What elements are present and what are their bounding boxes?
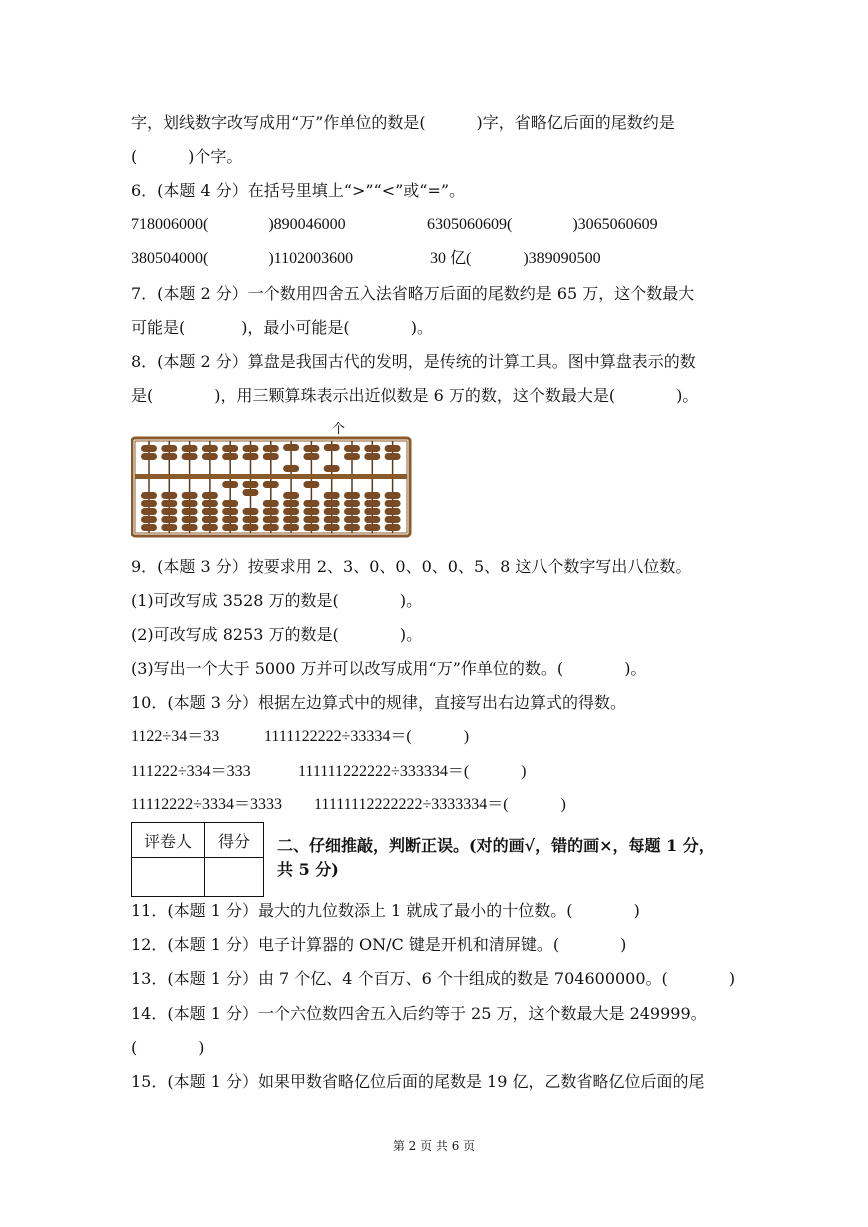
abacus-bead [263, 524, 279, 531]
abacus-bead [344, 500, 360, 507]
abacus-bead [324, 516, 340, 523]
abacus-bead [222, 508, 238, 515]
abacus-bead [141, 516, 157, 523]
abacus-bead [161, 445, 177, 452]
q10-row2-right: 111111222222÷333334＝( ) [298, 763, 527, 780]
abacus-bead [303, 500, 319, 507]
abacus-bead [141, 492, 157, 499]
abacus-bead [161, 524, 177, 531]
abacus-bead [344, 524, 360, 531]
q6-item-d: 30 亿( )389090500 [430, 250, 601, 267]
abacus-figure [131, 418, 413, 538]
abacus-bead [222, 500, 238, 507]
abacus-bead [141, 445, 157, 452]
q6-item-b: 6305060609( )3065060609 [427, 216, 658, 233]
abacus-bead [303, 481, 319, 488]
q14-line1: 14．(本题 1 分）一个六位数四舍五入后约等于 25 万，这个数最大是 249999。 [131, 1004, 707, 1023]
q10-stem: 10．(本题 3 分）根据左边算式中的规律，直接写出右边算式的得数。 [131, 693, 626, 712]
abacus-bead [344, 492, 360, 499]
q12: 12．(本题 1 分）电子计算器的 ON/C 键是开机和清屏键。( ) [131, 935, 627, 954]
abacus-bead [283, 508, 299, 515]
q6-item-a: 718006000( )890046000 [131, 216, 346, 233]
abacus-bead [263, 516, 279, 523]
abacus-bead [385, 492, 401, 499]
q13: 13．(本题 1 分）由 7 个亿、4 个百万、6 个十组成的数是 704600000。( ) [131, 969, 736, 988]
abacus-bead [141, 500, 157, 507]
abacus-bead [385, 445, 401, 452]
q9-part2: (2)可改写成 8253 万的数是( )。 [131, 625, 423, 644]
abacus-bead [303, 445, 319, 452]
abacus-bead [202, 445, 218, 452]
abacus-bead [303, 524, 319, 531]
q7-line2: 可能是( )，最小可能是( )。 [131, 318, 433, 337]
abacus-bead [303, 453, 319, 460]
abacus-bead [202, 508, 218, 515]
abacus-bead [202, 453, 218, 460]
abacus-bead [182, 500, 198, 507]
abacus-bead [283, 524, 299, 531]
abacus-bead [364, 508, 380, 515]
abacus-bead [243, 489, 259, 496]
abacus-bead [324, 508, 340, 515]
abacus-bead [283, 465, 299, 472]
abacus-bead [303, 516, 319, 523]
abacus-bead [202, 516, 218, 523]
q10-row3-right: 11111112222222÷3333334＝( ) [314, 796, 566, 813]
abacus-bead [202, 524, 218, 531]
abacus-bead [364, 492, 380, 499]
abacus-bead [161, 508, 177, 515]
abacus-bead [202, 492, 218, 499]
abacus-bead [161, 453, 177, 460]
abacus-bead [344, 445, 360, 452]
abacus-label: 个 [332, 422, 346, 437]
abacus-bead [364, 500, 380, 507]
abacus-bead [324, 500, 340, 507]
abacus-bead [263, 481, 279, 488]
abacus-bead [263, 453, 279, 460]
abacus-bead [161, 516, 177, 523]
abacus-bead [324, 524, 340, 531]
abacus-bead [222, 524, 238, 531]
q11: 11．(本题 1 分）最大的九位数添上 1 就成了最小的十位数。( ) [131, 901, 640, 920]
abacus-bead [283, 500, 299, 507]
abacus-bead [222, 516, 238, 523]
q9-part1: (1)可改写成 3528 万的数是( )。 [131, 591, 423, 610]
q10-row1-left: 1122÷34＝33 [131, 728, 220, 745]
abacus-bead [385, 524, 401, 531]
abacus-bead [141, 524, 157, 531]
abacus-beam [135, 474, 407, 479]
q5-line1: 字，划线数字改写成用“万”作单位的数是( )字，省略亿后面的尾数约是 [131, 113, 675, 132]
q5-line2: ( )个字。 [131, 147, 243, 166]
abacus-bead [222, 445, 238, 452]
abacus-bead [324, 492, 340, 499]
abacus-bead [161, 500, 177, 507]
reviewer-cell[interactable] [132, 858, 205, 897]
page-footer: 第 2 页 共 6 页 [392, 1139, 476, 1153]
abacus-bead [243, 508, 259, 515]
q8-line2: 是( )，用三颗算珠表示出近似数是 6 万的数，这个数最大是( )。 [131, 386, 699, 405]
abacus-bead [303, 508, 319, 515]
abacus-bead [283, 516, 299, 523]
q6-stem: 6．(本题 4 分）在括号里填上“>”“<”或“=”。 [131, 181, 466, 200]
q14-line2: ( ) [131, 1038, 205, 1057]
q10-row2-left: 111222÷334＝333 [131, 763, 251, 780]
abacus-bead [263, 445, 279, 452]
abacus-bead [182, 492, 198, 499]
section2-title-line2: 共 5 分) [277, 860, 339, 879]
abacus-bead [385, 500, 401, 507]
score-cell[interactable] [205, 858, 264, 897]
reviewer-header: 评卷人 [132, 823, 205, 858]
abacus-bead [182, 516, 198, 523]
q10-row1-right: 1111122222÷33334＝( ) [264, 728, 470, 745]
abacus-bead [182, 445, 198, 452]
q7-line1: 7．(本题 2 分）一个数用四舍五入法省略万后面的尾数约是 65 万，这个数最大 [131, 284, 695, 303]
abacus-bead [385, 508, 401, 515]
abacus-bead [243, 445, 259, 452]
abacus-bead [385, 516, 401, 523]
abacus-bead [222, 481, 238, 488]
abacus-bead [364, 524, 380, 531]
abacus-bead [364, 445, 380, 452]
q6-item-c: 380504000( )1102003600 [131, 250, 354, 267]
q9-part3: (3)写出一个大于 5000 万并可以改写成用“万”作单位的数。( )。 [131, 659, 647, 678]
abacus-bead [243, 481, 259, 488]
abacus-bead [222, 453, 238, 460]
abacus-bead [263, 508, 279, 515]
abacus-bead [364, 453, 380, 460]
abacus-bead [182, 508, 198, 515]
abacus-bead [141, 453, 157, 460]
abacus-bead [202, 500, 218, 507]
scoring-table [131, 822, 264, 897]
q9-stem: 9．(本题 3 分）按要求用 2、3、0、0、0、0、5、8 这八个数字写出八位数。 [131, 557, 692, 576]
abacus-bead [364, 516, 380, 523]
abacus-bead [385, 453, 401, 460]
q15-line1: 15．(本题 1 分）如果甲数省略亿位后面的尾数是 19 亿，乙数省略亿位后面的尾 [131, 1072, 705, 1091]
score-header: 得分 [205, 823, 264, 858]
abacus-bead [324, 444, 340, 451]
abacus-bead [243, 453, 259, 460]
abacus-bead [243, 524, 259, 531]
abacus-bead [283, 492, 299, 499]
abacus-bead [344, 453, 360, 460]
abacus-bead [243, 516, 259, 523]
section2-title-line1: 二、仔细推敲，判断正误。(对的画√，错的画×，每题 1 分， [277, 836, 715, 855]
abacus-bead [182, 453, 198, 460]
q8-line1: 8．(本题 2 分）算盘是我国古代的发明，是传统的计算工具。图中算盘表示的数 [131, 352, 696, 371]
abacus-bead [182, 524, 198, 531]
abacus-bead [344, 516, 360, 523]
abacus-bead [141, 508, 157, 515]
abacus-bead [344, 508, 360, 515]
abacus-bead [324, 465, 340, 472]
abacus-bead [263, 500, 279, 507]
abacus-bead [283, 444, 299, 451]
abacus-bead [161, 492, 177, 499]
q10-row3-left: 11112222÷3334＝3333 [131, 796, 283, 813]
